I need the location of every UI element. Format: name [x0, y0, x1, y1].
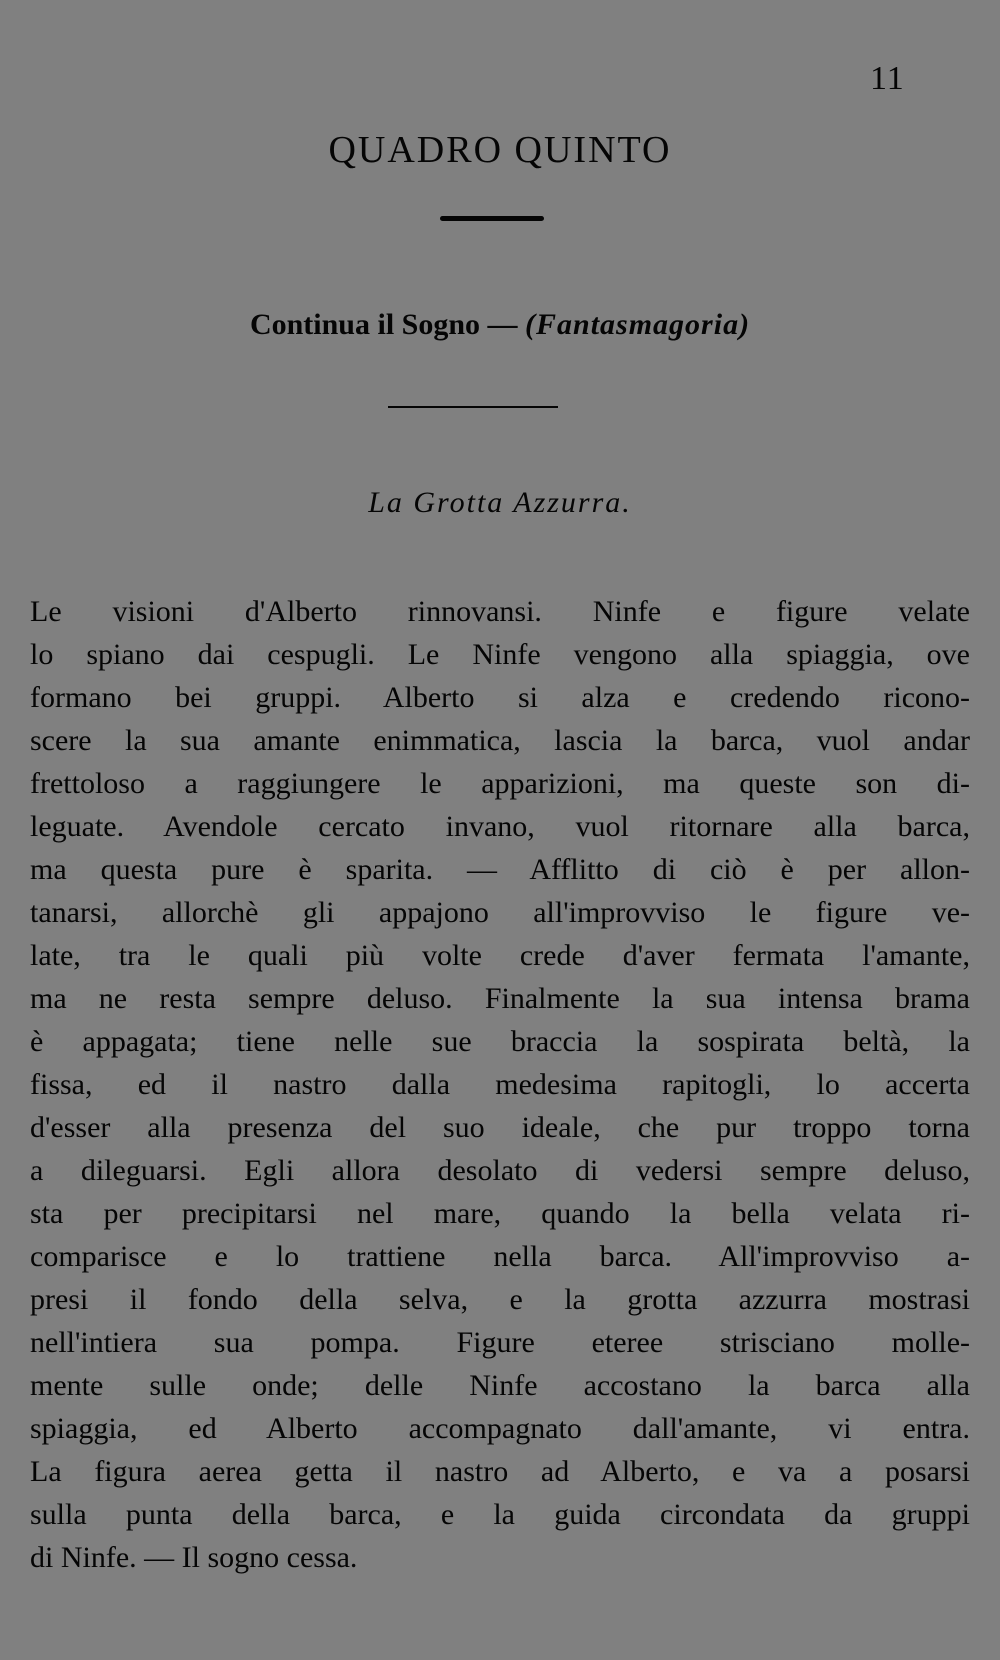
body-paragraph	[30, 590, 970, 1579]
rule-divider	[388, 406, 558, 408]
text-line: a dileguarsi. Egli allora desolato di vedersi sempre deluso,	[30, 1154, 970, 1187]
text-line: scere la sua amante enimmatica, lascia la barca, vuol andar	[30, 724, 970, 757]
setting-line: La Grotta Azzurra.	[368, 486, 632, 519]
text-line: mente sulle onde; delle Ninfe accostano la barca alla	[30, 1369, 970, 1402]
scene-heading	[0, 308, 1000, 342]
text-line: lo spiano dai cespugli. Le Ninfe vengono alla spiaggia, ove	[30, 638, 970, 671]
scene-heading-italic: (Fantasmagoria)	[525, 308, 751, 341]
section-title: QUADRO QUINTO	[328, 129, 672, 171]
text-line: spiaggia, ed Alberto accompagnato dall'amante, vi entra.	[30, 1412, 970, 1445]
text-line: sulla punta della barca, e la guida circondata da gruppi	[30, 1498, 970, 1531]
scene-heading-roman: Continua il Sogno —	[249, 308, 518, 341]
text-line: late, tra le quali più volte crede d'aver fermata l'amante,	[30, 939, 970, 972]
text-line: La figura aerea getta il nastro ad Alberto, e va a posarsi	[30, 1455, 970, 1488]
text-line: tanarsi, allorchè gli appajono all'improvviso le figure ve-	[30, 896, 970, 929]
text-line: nell'intiera sua pompa. Figure eteree strisciano molle-	[30, 1326, 970, 1359]
text-line: leguate. Avendole cercato invano, vuol ritornare alla barca,	[30, 810, 970, 843]
text-line: è appagata; tiene nelle sue braccia la sospirata beltà, la	[30, 1025, 970, 1058]
text-line: formano bei gruppi. Alberto si alza e credendo ricono-	[30, 681, 970, 714]
text-line: comparisce e lo trattiene nella barca. All'improvviso a-	[30, 1240, 970, 1273]
text-line: frettoloso a raggiungere le apparizioni, ma queste son di-	[30, 767, 970, 800]
text-line: d'esser alla presenza del suo ideale, che pur troppo torna	[30, 1111, 970, 1144]
text-line: presi il fondo della selva, e la grotta azzurra mostrasi	[30, 1283, 970, 1316]
text-line: ma questa pure è sparita. — Afflitto di ciò è per allon-	[30, 853, 970, 886]
text-line: di Ninfe. — Il sogno cessa.	[30, 1541, 358, 1574]
text-line: ma ne resta sempre deluso. Finalmente la sua intensa brama	[30, 982, 970, 1015]
page-number: 11	[870, 60, 905, 97]
text-line: fissa, ed il nastro dalla medesima rapitogli, lo accerta	[30, 1068, 970, 1101]
text-line: sta per precipitarsi nel mare, quando la bella velata ri-	[30, 1197, 970, 1230]
ornament-divider	[440, 216, 544, 221]
text-line: Le visioni d'Alberto rinnovansi. Ninfe e figure velate	[30, 595, 970, 628]
